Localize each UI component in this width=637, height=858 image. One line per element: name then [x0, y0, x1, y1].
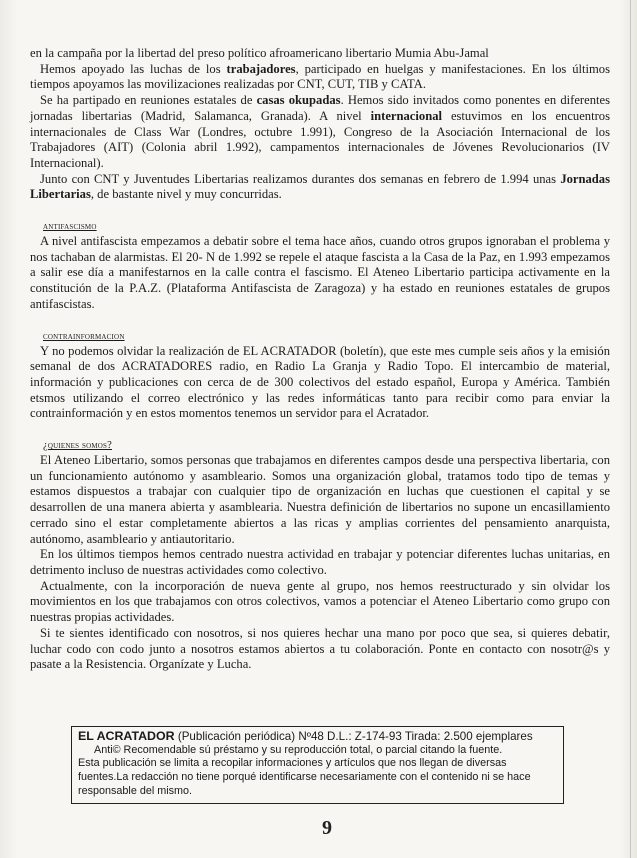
text-segment: Hemos apoyado las luchas de los	[40, 61, 227, 76]
paragraph-quienes-1: El Ateneo Libertario, somos personas que trabajamos en diferentes campos desde una perspectiva libertaria, con un funcionamiento autónomo y asambleario. Somos una organización global, tratamos todo tipo de temas y estamos dispuestos a trabajar con cualquier tipo de organización en luchas que cuestionen el capital y se desarrollen de una manera abierta y asamblearia. Nuestra definición de libertarios no supone un encasillamiento cerrado sino el estar completamente abiertos a las ricas y amplias corrientes del pensamiento anarquista, autónomo, asambleario y antiautoritario.	[30, 453, 610, 546]
page-edge	[630, 0, 631, 858]
paragraph-antifascismo: A nivel antifascista empezamos a debatir sobre el tema hace años, cuando otros grupos ignoraban el problema y nos tachaban de alarmistas. El 20- N de 1.992 se repele el ataque fascista a la Casa de la Paz, en 1.993 empezamos a salir ese día a manifestarnos en la calle contra el fascismo. El Ateneo Libertario participa activamente en la constitución de la P.A.Z. (Plataforma Antifascista de Zaragoza) y ha estado en reuniones estatales de grupos antifascistas.	[30, 234, 610, 311]
page-number: 9	[322, 817, 332, 839]
paragraph-quienes-2: En los últimos tiempos hemos centrado nuestra actividad en trabajar y potenciar diferentes luchas unitarias, en detrimento incluso de nuestras actividades como colectivo.	[30, 547, 610, 577]
bold-term: casas okupadas	[256, 93, 341, 108]
magazine-name: EL ACRATADOR	[78, 729, 175, 743]
section-antifascismo	[30, 203, 610, 313]
text-segment: , de bastante nivel y muy concurridas.	[90, 187, 282, 202]
paragraph-quienes-4: Si te sientes identificado con nosotros, si nos quieres hechar una mano por poco que sea, si quieres debatir, luchar codo con codo junto a nosotros estamos abiertos a tu colaboración. Ponte en contacto con nosotr@s y pasate a la Resistencia. Organízate y Lucha.	[30, 625, 610, 672]
text-segment: Se ha partipado en reuniones estatales de	[40, 93, 257, 108]
imprint-box	[71, 726, 564, 804]
section-title-antifascismo: antifascismo	[43, 221, 97, 233]
imprint-copyright: Anti© Recomendable sú préstamo y su reproducción total, o parcial citando la fuente.	[94, 743, 503, 756]
section-quienes-somos	[30, 422, 610, 673]
imprint-details: (Publicación periódica) Nº48 D.L.: Z-174-93 Tirada: 2.500 ejemplares	[174, 730, 533, 743]
paragraph-jornadas	[30, 172, 610, 203]
imprint-disclaimer: Esta publicación se limita a recopilar informaciones y artículos que nos llegan de diversas fuentes.La redacción no tiene porqué identificarse necesariamente con el contenido ni se hace responsable del mismo.	[78, 757, 531, 797]
imprint-header	[78, 730, 557, 744]
bold-term: internacional	[370, 108, 442, 123]
paragraph-contrainformacion: Y no podemos olvidar la realización de EL ACRATADOR (boletín), que este mes cumple seis años y la emisión semanal de dos ACRATADORES radio, en Radio La Granja y Radio Topo. El intercambio de material, información y publicaciones con cerca de de 300 colectivos del estado español, Europa y América. También etsmos utilizando el correo electrónico y las redes informáticas tanto para recibir como para enviar la contrainformación y en estos momentos tenemos un servidor para el Acratador.	[30, 343, 610, 421]
page-body	[30, 46, 610, 673]
paragraph-okupadas	[30, 93, 610, 172]
paragraph-quienes-3: Actualmente, con la incorporación de nueva gente al grupo, nos hemos reestructurado y sin olvidar los movimientos en los que trabajamos con otros colectivos, vamos a potenciar el Ateneo Libertario como grupo con nuestras propias actividades.	[30, 578, 610, 625]
section-title-quienes-somos: ¿quienes somos?	[43, 440, 113, 452]
paragraph-trabajadores	[30, 62, 610, 93]
text-segment: , participado en huelgas y manifestaciones. En los últimos tiempos apoyamos las movilizaciones realizadas por CNT, CUT, TIB y CATA.	[30, 61, 611, 92]
bold-term: Jornadas Libertarias	[30, 171, 610, 202]
paragraph-mumia: en la campaña por la libertad del preso político afroamericano libertario Mumia Abu-Jamal	[30, 46, 489, 60]
text-segment: estuvimos en los encuentros internacionales de Class War (Londres, octubre 1.991), Congreso de la Asociación Internacional de los Trabajadores (AIT) (Colonia abril 1.992), campamentos internacionales de Jóvenes Revolucionarios (IV Internacional).	[30, 108, 610, 170]
text-segment: Junto con CNT y Juventudes Libertarias realizamos durantes dos semanas en febrero de 1.994 unas	[40, 171, 561, 186]
section-title-contrainformacion: contrainformacion	[43, 330, 125, 342]
section-contrainformacion	[30, 313, 610, 423]
bold-term: trabajadores	[226, 61, 296, 76]
text-segment: . Hemos sido invitados como ponentes en diferentes jornadas libertarias (Madrid, Salamanca, Granada). A nivel	[30, 93, 610, 123]
